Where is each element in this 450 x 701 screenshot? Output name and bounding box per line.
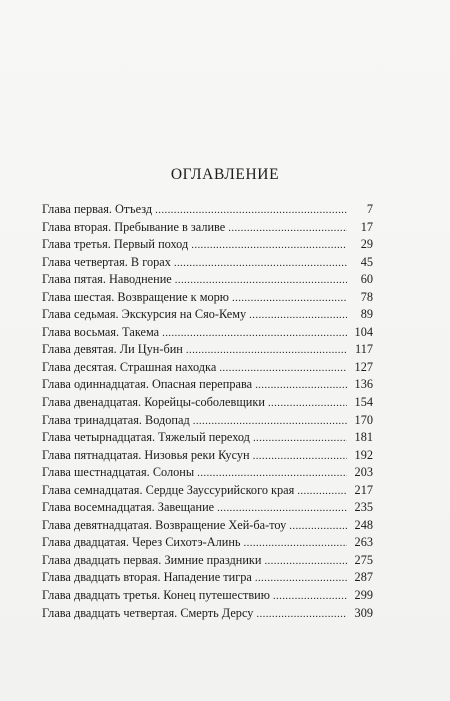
dot-leader [255, 572, 347, 584]
toc-entry [42, 360, 373, 378]
page-number: 104 [354, 324, 373, 339]
toc-entry [42, 413, 373, 431]
toc-entry [42, 237, 373, 255]
chapter-title: Глава двадцать третья. Конец путешествию [42, 588, 270, 603]
toc-entry [42, 448, 373, 466]
chapter-title: Глава восьмая. Такема [42, 324, 160, 339]
dot-leader [255, 379, 347, 391]
page-number: 299 [354, 588, 373, 603]
toc-title: ОГЛАВЛЕНИЕ [170, 166, 280, 183]
chapter-title: Глава третья. Первый поход [42, 237, 189, 252]
dot-leader [197, 467, 347, 479]
chapter-title: Глава шестая. Возвращение к морю [42, 289, 229, 304]
toc-entry [42, 307, 373, 325]
page-number: 181 [354, 430, 373, 445]
page-number: 29 [360, 237, 373, 252]
dot-leader [174, 257, 347, 269]
page-number: 45 [360, 254, 373, 269]
chapter-title: Глава вторая. Пребывание в заливе [42, 219, 226, 234]
toc-entry [42, 202, 373, 220]
chapter-title: Глава тринадцатая. Водопад [42, 412, 190, 427]
page-number: 235 [354, 500, 373, 515]
dot-leader [175, 274, 347, 286]
toc-entry [42, 430, 373, 448]
chapter-title: Глава девятая. Ли Цун-бин [42, 342, 183, 357]
chapter-title: Глава пятая. Наводнение [42, 272, 172, 287]
dot-leader [253, 450, 347, 462]
toc-entry [42, 377, 373, 395]
dot-leader [256, 608, 347, 620]
toc-entry [42, 342, 373, 360]
dot-leader [186, 344, 347, 356]
page-number: 309 [354, 605, 373, 620]
dot-leader [289, 520, 347, 532]
page-number: 275 [354, 552, 373, 567]
toc-entry [42, 606, 373, 624]
chapter-title: Глава четвертая. В горах [42, 254, 171, 269]
toc-entry [42, 553, 373, 571]
dot-leader [253, 432, 347, 444]
page-number: 17 [360, 219, 373, 234]
page-number: 263 [354, 535, 373, 550]
page-number: 89 [360, 307, 373, 322]
toc-entry [42, 290, 373, 308]
toc-entry [42, 465, 373, 483]
dot-leader [228, 222, 347, 234]
chapter-title: Глава седьмая. Экскурсия на Сяо-Кему [42, 307, 247, 322]
toc-entry [42, 483, 373, 501]
toc-entry [42, 535, 373, 553]
chapter-title: Глава пятнадцатая. Низовья реки Кусун [42, 447, 250, 462]
toc-entry [42, 325, 373, 343]
chapter-title: Глава двадцатая. Через Сихотэ-Алинь [42, 535, 241, 550]
toc-entry [42, 570, 373, 588]
page-number: 78 [360, 289, 373, 304]
chapter-title: Глава двадцать четвертая. Смерть Дерсу [42, 605, 254, 620]
dot-leader [217, 502, 347, 514]
chapter-title: Глава десятая. Страшная находка [42, 359, 217, 374]
chapter-title: Глава первая. Отъезд [42, 202, 153, 216]
dot-leader [193, 415, 347, 427]
toc-entry [42, 255, 373, 273]
page-number: 203 [354, 465, 373, 480]
toc-entry [42, 500, 373, 518]
toc-entry [42, 588, 373, 606]
page-number: 192 [354, 447, 373, 462]
dot-leader [219, 362, 347, 374]
chapter-title: Глава семнадцатая. Сердце Зауссурийского края [42, 482, 295, 497]
dot-leader [155, 204, 347, 216]
chapter-title: Глава двенадцатая. Корейцы-соболевщики [42, 395, 265, 410]
dot-leader [273, 590, 347, 602]
dot-leader [249, 309, 347, 321]
chapter-title: Глава двадцать первая. Зимние праздники [42, 552, 262, 567]
page-number: 287 [354, 570, 373, 585]
page-number: 217 [354, 482, 373, 497]
page-number: 170 [354, 412, 373, 427]
page-number: 7 [366, 202, 373, 216]
chapter-title: Глава одиннадцатая. Опасная переправа [42, 377, 253, 392]
dot-leader [162, 327, 347, 339]
page-number: 136 [354, 377, 373, 392]
chapter-title: Глава девятнадцатая. Возвращение Хей-ба-тоу [42, 517, 287, 532]
page-number: 248 [354, 517, 373, 532]
page-number: 60 [360, 272, 373, 287]
dot-leader [268, 397, 347, 409]
toc-entry [42, 220, 373, 238]
toc-entry [42, 272, 373, 290]
page-number: 117 [355, 342, 373, 357]
dot-leader [297, 485, 347, 497]
toc-entry [42, 518, 373, 536]
chapter-title: Глава четырнадцатая. Тяжелый переход [42, 430, 250, 445]
toc-entry [42, 395, 373, 413]
table-of-contents [42, 202, 373, 623]
page-number: 154 [354, 395, 373, 410]
chapter-title: Глава шестнадцатая. Солоны [42, 465, 195, 480]
dot-leader [191, 239, 347, 251]
dot-leader [232, 292, 347, 304]
dot-leader [264, 555, 347, 567]
chapter-title: Глава двадцать вторая. Нападение тигра [42, 570, 252, 585]
chapter-title: Глава восемнадцатая. Завещание [42, 500, 215, 515]
dot-leader [244, 537, 347, 549]
page-number: 127 [354, 359, 373, 374]
